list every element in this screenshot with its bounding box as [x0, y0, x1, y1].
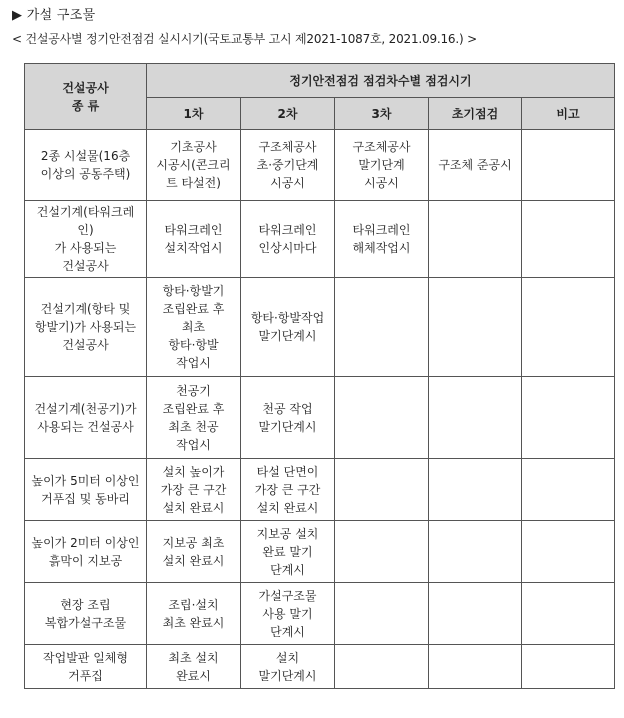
cell-initial [429, 645, 522, 689]
table-row [25, 377, 615, 459]
table-row [25, 201, 615, 278]
inspection-schedule-table [24, 63, 615, 689]
cell-3rd: 타워크레인 해체작업시 [335, 201, 429, 278]
cell-3rd: 구조체공사 말기단계 시공시 [335, 130, 429, 201]
cell-remarks [522, 377, 615, 459]
table-row [25, 521, 615, 583]
table-caption: < 건설공사별 정기안전점검 실시시기(국토교통부 고시 제2021-1087호, 2021.09.16.) > [12, 32, 477, 46]
header-inspection-group: 정기안전점검 점검차수별 점검시기 [147, 64, 615, 98]
cell-initial [429, 521, 522, 583]
cell-remarks [522, 278, 615, 377]
cell-1st: 타워크레인 설치작업시 [147, 201, 241, 278]
header-col-2nd: 2차 [241, 98, 335, 130]
header-col-initial: 초기점검 [429, 98, 522, 130]
cell-2nd: 구조체공사 초·중기단계 시공시 [241, 130, 335, 201]
cell-initial [429, 459, 522, 521]
table-row [25, 130, 615, 201]
cell-remarks [522, 583, 615, 645]
table-row [25, 583, 615, 645]
cell-2nd: 가설구조물 사용 말기 단계시 [241, 583, 335, 645]
cell-1st: 지보공 최초 설치 완료시 [147, 521, 241, 583]
cell-remarks [522, 130, 615, 201]
section-heading: ▶ 가설 구조물 [12, 8, 96, 23]
cell-1st: 설치 높이가 가장 큰 구간 설치 완료시 [147, 459, 241, 521]
cell-3rd [335, 459, 429, 521]
cell-2nd: 설치 말기단계시 [241, 645, 335, 689]
table-row [25, 645, 615, 689]
cell-1st: 천공기 조립완료 후 최초 천공 작업시 [147, 377, 241, 459]
cell-initial [429, 583, 522, 645]
row-type: 현장 조립 복합가설구조물 [25, 583, 147, 645]
cell-3rd [335, 377, 429, 459]
table-row [25, 278, 615, 377]
cell-2nd: 타워크레인 인상시마다 [241, 201, 335, 278]
row-type: 건설기계(천공기)가 사용되는 건설공사 [25, 377, 147, 459]
cell-initial [429, 278, 522, 377]
cell-remarks [522, 521, 615, 583]
cell-remarks [522, 201, 615, 278]
cell-2nd: 타설 단면이 가장 큰 구간 설치 완료시 [241, 459, 335, 521]
cell-2nd: 천공 작업 말기단계시 [241, 377, 335, 459]
row-type: 건설기계(타워크레인) 가 사용되는 건설공사 [25, 201, 147, 278]
row-type: 높이가 5미터 이상인 거푸집 및 동바리 [25, 459, 147, 521]
header-col-1st: 1차 [147, 98, 241, 130]
cell-3rd [335, 583, 429, 645]
cell-2nd: 항타·항발작업 말기단계시 [241, 278, 335, 377]
cell-3rd [335, 278, 429, 377]
cell-initial: 구조체 준공시 [429, 130, 522, 201]
cell-3rd [335, 521, 429, 583]
cell-remarks [522, 645, 615, 689]
row-type: 높이가 2미터 이상인 흙막이 지보공 [25, 521, 147, 583]
cell-3rd [335, 645, 429, 689]
row-type: 건설기계(항타 및 항발기)가 사용되는 건설공사 [25, 278, 147, 377]
cell-1st: 항타·항발기 조립완료 후 최초 항타·항발 작업시 [147, 278, 241, 377]
cell-1st: 조립·설치 최초 완료시 [147, 583, 241, 645]
cell-2nd: 지보공 설치 완료 말기 단계시 [241, 521, 335, 583]
header-col-3rd: 3차 [335, 98, 429, 130]
table-row [25, 459, 615, 521]
header-col-remarks: 비고 [522, 98, 615, 130]
cell-remarks [522, 459, 615, 521]
header-construction-type: 건설공사 종 류 [25, 64, 147, 130]
cell-initial [429, 377, 522, 459]
row-type: 작업발판 일체형 거푸집 [25, 645, 147, 689]
cell-1st: 최초 설치 완료시 [147, 645, 241, 689]
cell-initial [429, 201, 522, 278]
row-type: 2종 시설물(16층 이상의 공동주택) [25, 130, 147, 201]
cell-1st: 기초공사 시공시(콘크리 트 타설전) [147, 130, 241, 201]
